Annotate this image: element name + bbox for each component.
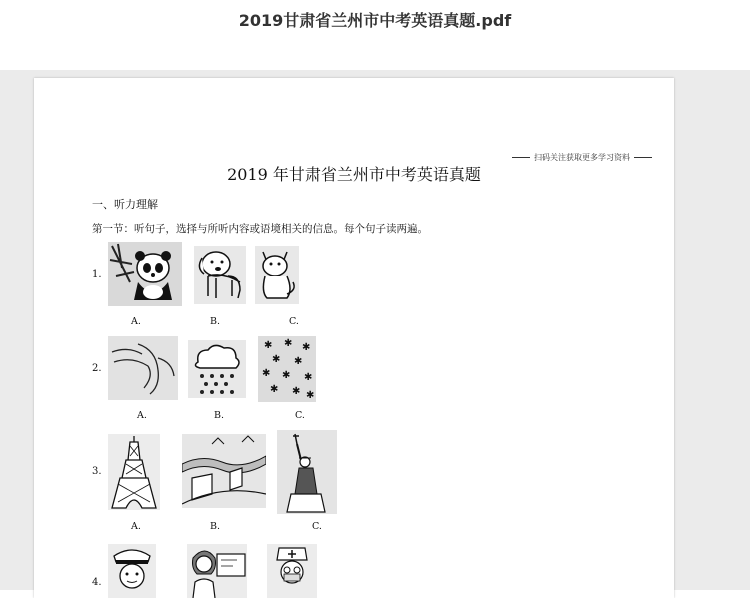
pdf-page [34,78,674,598]
svg-text:✱: ✱ [264,340,273,351]
rain-cloud-icon [188,340,246,398]
svg-text:✱: ✱ [270,384,279,395]
question-number: 2. [92,363,102,374]
wind-icon [108,336,178,400]
svg-text:✱: ✱ [294,356,303,367]
svg-text:✱: ✱ [292,386,301,397]
svg-text:✱: ✱ [306,390,315,401]
cat-icon [255,246,299,304]
section-heading: 一、听力理解 [92,198,158,211]
svg-text:✱: ✱ [262,368,271,379]
dog-icon [194,246,246,304]
option-label: A. [137,410,147,421]
svg-text:✱: ✱ [272,354,281,365]
option-label: C. [289,316,299,327]
question-number: 4. [92,577,102,588]
svg-text:✱: ✱ [304,372,313,383]
instruction-text: 第一节：听句子，选择与所听内容或语境相关的信息。每个句子读两遍。 [92,223,428,235]
option-label: A. [131,521,141,532]
svg-text:✱: ✱ [302,342,311,353]
question-number: 1. [92,269,102,280]
option-label: C. [312,521,322,532]
svg-text:✱: ✱ [282,370,291,381]
panda-bamboo-icon [108,242,182,306]
snowflakes-icon [258,336,316,402]
option-label: A. [131,316,141,327]
question-number: 3. [92,466,102,477]
option-label: C. [295,410,305,421]
page-title: 2019 年甘肃省兰州市中考英语真题 [227,165,481,184]
divider [512,157,530,158]
watermark-text: 扫码关注获取更多学习资料 [534,153,630,162]
statue-of-liberty-icon [277,430,337,514]
option-label: B. [214,410,225,421]
eiffel-tower-icon [108,434,160,510]
svg-text:✱: ✱ [284,338,293,349]
divider [634,157,652,158]
file-title: 2019甘肃省兰州市中考英语真题.pdf [238,11,512,30]
option-label: B. [210,521,221,532]
viewer-header [0,0,750,70]
option-label: B. [210,316,221,327]
great-wall-icon [182,434,266,508]
